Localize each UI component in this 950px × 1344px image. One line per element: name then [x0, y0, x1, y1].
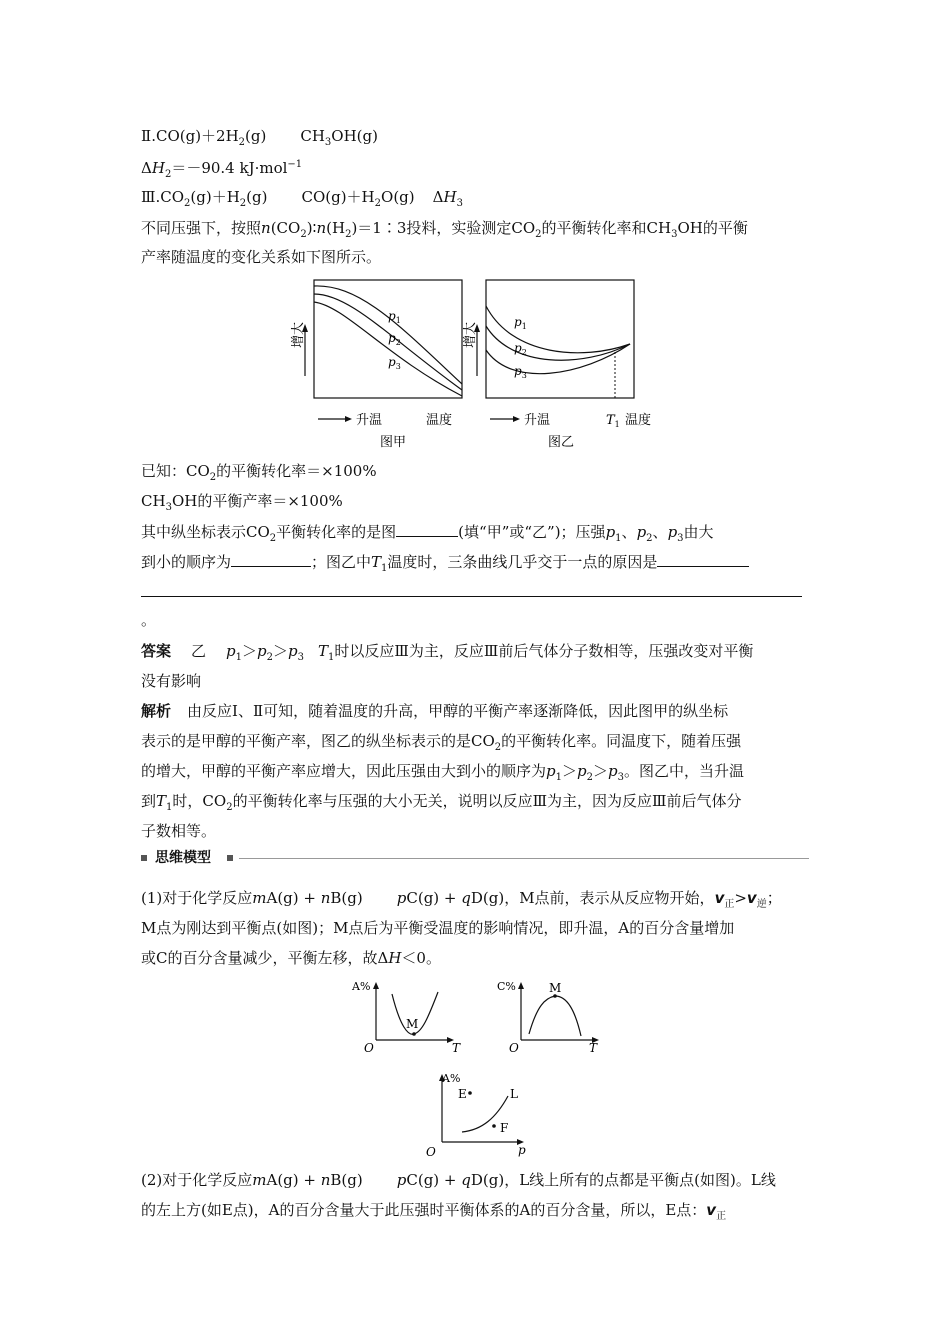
y-label-yi: 增大	[463, 321, 478, 348]
svg-text:M: M	[549, 981, 562, 995]
svg-text:O: O	[426, 1145, 436, 1159]
curve-c-t	[529, 996, 581, 1036]
svg-text:L: L	[510, 1087, 518, 1101]
svg-text:O: O	[364, 1041, 374, 1055]
graph-a-t	[350, 974, 470, 1060]
section-header	[141, 849, 809, 867]
svg-text:A%: A%	[352, 980, 371, 993]
label-p3: $p_3$	[388, 355, 401, 371]
point-m	[412, 1032, 416, 1036]
point-e	[468, 1091, 472, 1095]
header-square-icon	[227, 855, 233, 861]
intro-line-1: 不同压强下，按照$n(CO_2)∶n(H_2)=1∶3$投料，实验测定$CO_2$的平衡转化率和$CH_3OH$的平衡	[141, 219, 748, 240]
model1-line-2: M点为刚达到平衡点(如图)；M点后为平衡受温度的影响情况，即升温，A的百分含量增加	[141, 919, 735, 937]
blank-1[interactable]	[396, 522, 458, 537]
answer-line-2: 没有影响	[141, 672, 202, 690]
blank-2[interactable]	[231, 552, 311, 567]
x-label-yi: 升温	[524, 413, 551, 428]
x-unit: 温度	[426, 413, 453, 428]
answer-line-1: 答案 乙 $p_1>p_2>p_3$ $T_1$时以反应Ⅲ为主，反应Ⅲ前后气体分子数相等，压强改变对平衡	[141, 642, 754, 663]
header-square-icon	[141, 855, 147, 861]
section-title: 思维模型	[155, 850, 211, 866]
analysis-line-1: 解析 由反应Ⅰ、Ⅱ可知，随着温度的升高，甲醇的平衡产率逐渐降低，因此图甲的纵坐标	[141, 702, 729, 720]
label-yi-p3: $p_3$	[514, 364, 527, 380]
reaction-3: $Ⅲ.CO_2(g)+H_2(g)$ $CO(g)+H_2O(g)$ $\Delta H_3$	[141, 188, 463, 209]
question-line-2: 到小的顺序为 ；图乙中$T_1$温度时，三条曲线几乎交于一点的原因是	[141, 552, 749, 579]
point-f	[492, 1124, 496, 1128]
caption-yi: 图乙	[548, 435, 575, 450]
curve-yi-p2	[486, 326, 630, 360]
figure-yi-frame	[486, 280, 634, 398]
intro-line-2: 产率随温度的变化关系如下图所示。	[141, 248, 382, 266]
svg-text:C%: C%	[497, 980, 516, 993]
enthalpy-2: $\Delta H_2=-90.4$ kJ·mol$^{-1}$	[141, 159, 303, 180]
label-p1: $p_1$	[388, 309, 401, 325]
figure-yi	[462, 276, 662, 452]
analysis-line-5: 子数相等。	[141, 822, 217, 840]
label-yi-p1: $p_1$	[514, 315, 527, 331]
analysis-line-4: 到$T_1$时，$CO_2$的平衡转化率与压强的大小无关，说明以反应Ⅲ为主，因为反应Ⅲ前后气体分	[141, 792, 742, 813]
model2-line-1: (2)对于化学反应mA(g) + nB(g) pC(g) + qD(g)，L线上所有的点都是平衡点(如图)。L线	[141, 1171, 776, 1189]
svg-text:E: E	[458, 1087, 467, 1101]
question-line-1: 其中纵坐标表示$CO_2$平衡转化率的是图 (填“甲”或“乙”)；压强$p_1$、$p_2$、$p_3$由大	[141, 523, 714, 544]
analysis-line-3: 的增大，甲醇的平衡产率应增大，因此压强由大到小的顺序为$p_1>p_2>p_3$。图乙中，当升温	[141, 762, 745, 783]
answer-line[interactable]	[141, 596, 802, 597]
svg-text:F: F	[500, 1121, 509, 1135]
t1-label: $T_1$	[606, 413, 620, 429]
svg-text:O: O	[509, 1041, 519, 1055]
analysis-line-2: 表示的是甲醇的平衡产率，图乙的纵坐标表示的是$CO_2$的平衡转化率。同温度下，随着压强	[141, 732, 742, 753]
svg-text:T: T	[452, 1041, 461, 1055]
graph-a-p	[420, 1066, 540, 1160]
svg-text:T: T	[589, 1041, 598, 1055]
x-label: 升温	[356, 413, 383, 428]
blank-3[interactable]	[657, 552, 749, 567]
y-label: 增大	[291, 321, 306, 348]
header-rule	[239, 858, 809, 859]
caption-jia: 图甲	[380, 435, 407, 450]
figure-jia	[290, 276, 470, 452]
svg-text:M: M	[406, 1017, 419, 1031]
curve-yi-p1	[486, 306, 630, 353]
label-p2: $p_2$	[388, 331, 401, 347]
question-end: 。	[141, 611, 157, 629]
model1-line-3: 或C的百分含量减少，平衡左移，故ΔH＜0。	[141, 949, 441, 967]
x-unit-yi: 温度	[625, 413, 652, 428]
curve-yi-p3	[486, 344, 630, 374]
model2-line-2: 的左上方(如E点)，A的百分含量大于此压强时平衡体系的A的百分含量，所以，E点：$v_正$	[141, 1201, 727, 1222]
svg-text:p: p	[518, 1143, 526, 1157]
known-1: 已知：$CO_2$的平衡转化率＝×100%	[141, 462, 377, 483]
label-yi-p2: $p_2$	[514, 341, 527, 357]
reaction-2: $Ⅱ.CO(g)+2H_2(g)$ $CH_3OH(g)$	[141, 127, 378, 148]
svg-text:A%: A%	[442, 1072, 461, 1085]
model1-line-1: (1)对于化学反应mA(g) + nB(g) pC(g) + qD(g)，M点前，表示从反应物开始，$v_正>v_逆$；	[141, 889, 782, 910]
graph-c-t	[495, 974, 615, 1060]
known-2: $CH_3OH$的平衡产率＝×100%	[141, 492, 343, 513]
